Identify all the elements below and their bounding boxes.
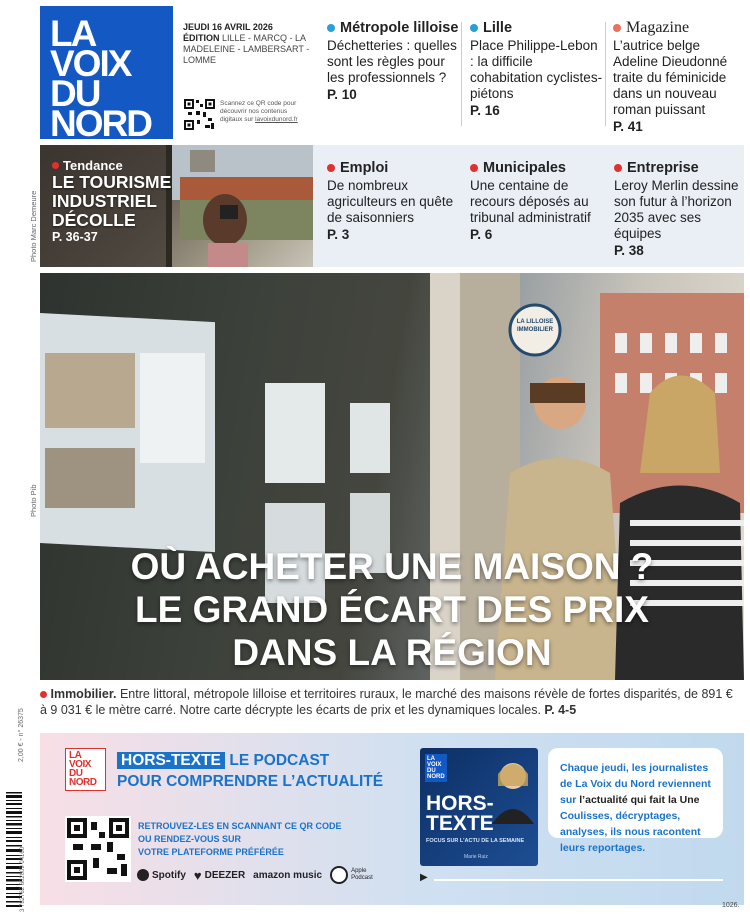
price-info: 2,00 € - n° 26375 [18, 708, 25, 762]
teaser-text: Une centaine de recours déposés au tribunal administratif [470, 178, 591, 225]
qr-caption: Scannez ce QR code pour découvrir nos contenus digitaux sur lavoixdunord.fr [220, 100, 298, 123]
bullet-dot [470, 24, 478, 32]
agency-sign: LA LILLOISE IMMOBILIER [516, 319, 554, 333]
platform-list [137, 866, 379, 884]
teaser-text: L’autrice belge Adeline Dieudonné traite du féminicide dans un nouveau roman puissant [613, 38, 728, 117]
bullet-dot [470, 164, 478, 172]
host-portrait [490, 754, 536, 824]
apple-podcast-icon [330, 866, 348, 884]
lead-paragraph[interactable] [40, 686, 740, 718]
deezer-link[interactable]: ♥ DEEZER [193, 867, 246, 883]
tendance-block[interactable] [52, 158, 171, 244]
lead-text: Entre littoral, métropole lilloise et territoires ruraux, le marché des maisons révèle de fortes disparités, de 891 € à 9 031 € le mètre carré. Notre carte décrypte les écarts de prix et les dynamiques locales. [40, 687, 733, 717]
page-ref: P. 36-37 [52, 230, 98, 244]
teaser-magazine[interactable]: Magazine L’autrice belge Adeline Dieudonné traite du féminicide dans un nouveau roman puissant P. 41 [613, 20, 745, 135]
page-ref: P. 4-5 [544, 703, 577, 717]
teaser-lille[interactable]: Lille Place Philippe-Lebon : la difficile cohabitation cyclistes-piétons P. 16 [470, 20, 605, 119]
cover-subtitle: FOCUS SUR L’ACTU DE LA SEMAINE [426, 838, 525, 844]
progress-track[interactable] [434, 879, 723, 881]
teaser-text: Place Philippe-Lebon : la difficile cohabitation cyclistes-piétons [470, 38, 603, 101]
barcode-icon [4, 790, 30, 910]
page-ref: P. 38 [614, 243, 644, 258]
edition-towns: LILLE - MARCQ - LA MADELEINE - LAMBERSART - LOMME [183, 33, 310, 65]
logo-line: LA [50, 13, 96, 54]
page-ref: P. 6 [470, 227, 493, 242]
divider [605, 22, 606, 126]
teaser-text: De nombreux agriculteurs en quête de saisonniers [327, 178, 454, 225]
edition-info [183, 22, 313, 66]
divider [461, 22, 462, 126]
apple-podcast-link[interactable]: Apple Podcast [330, 866, 379, 884]
scan-instructions: RETROUVEZ-LES EN SCANNANT CE QR CODE OU RENDEZ-VOUS SUR VOTRE PLATEFORME PRÉFÉRÉE [138, 821, 342, 857]
bullet-dot [614, 164, 622, 172]
qr-code-icon[interactable] [183, 98, 216, 131]
teaser-emploi[interactable]: Emploi De nombreux agriculteurs en quête de saisonniers P. 3 [327, 160, 462, 243]
podcast-cover[interactable] [420, 748, 538, 866]
promo-logo: LA VOIX DU NORD [65, 748, 106, 791]
page-ref: P. 41 [613, 119, 643, 134]
logo-line: VOIX [50, 43, 131, 84]
photo-credit: Photo Marc Demeure [29, 190, 38, 262]
newspaper-logo[interactable] [40, 6, 173, 144]
photo-credit: Photo Pib [29, 484, 38, 517]
print-code: 1026. [722, 902, 740, 909]
audio-player[interactable] [420, 872, 723, 885]
bullet-dot [40, 691, 47, 698]
bullet-dot [327, 164, 335, 172]
barcode-number: 3 782762 602009 04160 [20, 846, 26, 912]
cover-author: Marie Ruiz [464, 854, 488, 860]
site-link[interactable]: lavoixdunord.fr [255, 116, 298, 123]
amazon-music-link[interactable]: amazon music [253, 869, 323, 881]
page-ref: P. 16 [470, 103, 500, 118]
podcast-description: Chaque jeudi, les journalistes de La Voix du Nord reviennent sur l’actualité qui fait la Une Coulisses, décryptages, analyses, ils nous racontent leurs reportages. [548, 748, 723, 838]
cover-logo: LA VOIX DU NORD [427, 756, 445, 780]
bullet-dot [327, 24, 335, 32]
logo-line: NORD [50, 103, 151, 144]
teaser-municipales[interactable]: Municipales Une centaine de recours déposés au tribunal administratif P. 6 [470, 160, 605, 243]
page-ref: P. 10 [327, 87, 357, 102]
lead-kicker: Immobilier. [50, 687, 117, 701]
tendance-title: LE TOURISME INDUSTRIEL DÉCOLLE [52, 172, 172, 230]
spotify-icon [137, 869, 149, 881]
page-ref: P. 3 [327, 227, 350, 242]
teaser-metropole[interactable]: Métropole lilloise Déchetteries : quelles sont les règles pour les professionnels ? P. 10 [327, 20, 462, 103]
heart-icon: ♥ [193, 867, 202, 883]
main-headline[interactable]: OÙ ACHETER UNE MAISON ? LE GRAND ÉCART DES PRIX DANS LA RÉGION [130, 546, 654, 673]
edition-label: ÉDITION [183, 33, 220, 43]
spotify-link[interactable]: Spotify [137, 869, 186, 881]
teaser-entreprise[interactable]: Entreprise Leroy Merlin dessine son futur à l’horizon 2035 avec ses équipes P. 38 [614, 160, 742, 259]
podcast-qr-icon[interactable] [65, 816, 131, 882]
teaser-text: Leroy Merlin dessine son futur à l’horizon 2035 avec ses équipes [614, 178, 739, 241]
bullet-dot [52, 162, 59, 169]
tendance-kicker: Tendance [52, 158, 171, 173]
logo-line: DU [50, 73, 100, 114]
bullet-dot [613, 24, 621, 32]
issue-date: JEUDI 16 AVRIL 2026 [183, 22, 273, 32]
podcast-tag: HORS-TEXTE [117, 752, 225, 769]
podcast-title: HORS-TEXTE LE PODCAST POUR COMPRENDRE L’ACTUALITÉ [117, 752, 384, 790]
teaser-text: Déchetteries : quelles sont les règles pour les professionnels ? [327, 38, 457, 85]
cover-title: HORS- TEXTE [426, 792, 494, 835]
play-icon[interactable]: ▶ [420, 872, 428, 883]
